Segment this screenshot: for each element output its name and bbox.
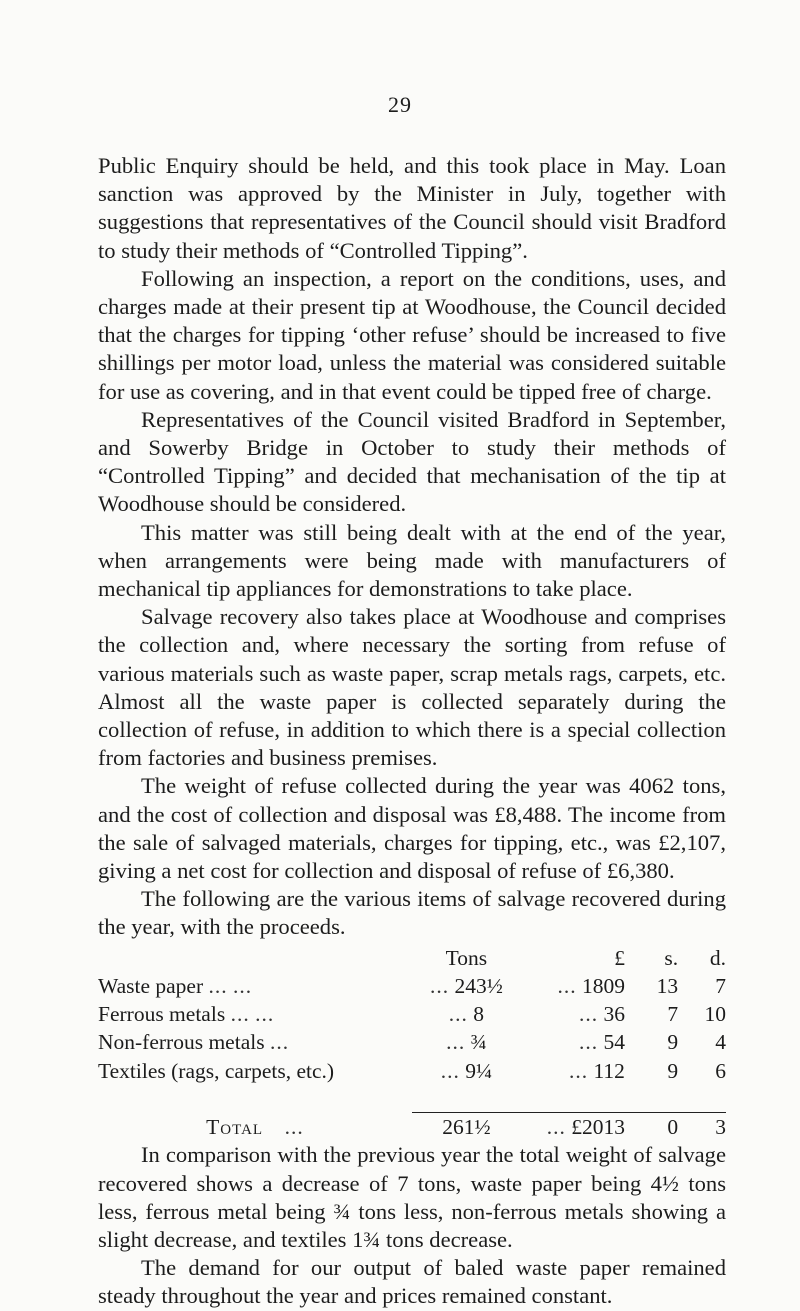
item-label: Waste paper — [98, 973, 204, 998]
dot-leader: ... — [546, 1115, 566, 1140]
money-total-rule — [678, 1085, 726, 1113]
paragraph: Public Enquiry should be held, and this took place in May. Loan sanction was approved by the Minister in July, together with suggestions that representatives of the Council should visit Bradford to study their methods of “Controlled Tipping”. — [98, 153, 726, 263]
body-text — [98, 152, 726, 1311]
header-shillings: s. — [664, 945, 679, 970]
paragraph: The demand for our output of baled waste paper remained steady throughout the year and prices remained constant. — [98, 1255, 726, 1309]
item-label: Ferrous metals — [98, 1002, 226, 1027]
total-tons: 261½ — [442, 1115, 491, 1140]
total-label: Total — [206, 1115, 264, 1140]
pounds-value: 54 — [603, 1030, 625, 1055]
paragraph: Representatives of the Council visited Bradford in September, and Sowerby Bridge in October to study their methods of “Controlled Tipping” and decided that mechanisation of the tip at Woodhouse should be considered. — [98, 406, 726, 517]
paragraph: The weight of refuse collected during the year was 4062 tons, and the cost of collection and disposal was £8,488. The income from the sale of salvaged materials, charges for tipping, etc., was £2,107, giving a net cost for collection and disposal of refuse of £6,380. — [98, 773, 726, 884]
dot-leader: ... — [448, 1002, 468, 1027]
money-total-rule — [521, 1085, 625, 1113]
pence-value: 10 — [704, 1002, 726, 1027]
item-label: Textiles (rags, carpets, etc.) — [98, 1058, 335, 1083]
table-row — [98, 972, 726, 1000]
dot-leader: ... — [284, 1115, 304, 1140]
total-row — [98, 1113, 726, 1142]
pence-value: 7 — [715, 973, 726, 998]
total-rule-row — [98, 1085, 726, 1113]
header-pounds: £ — [614, 945, 625, 970]
pounds-value: 36 — [603, 1002, 625, 1027]
shillings-value: 13 — [656, 973, 679, 998]
dot-leader: ... — [208, 973, 228, 998]
money-total-rule — [625, 1085, 678, 1113]
paragraph: Following an inspection, a report on the conditions, uses, and charges made at their present tip at Woodhouse, the Council decided that the charges for tipping ‘other refuse’ should be increased to five shillings per motor load, unless the material was considered suitable for use as covering, and in that event could be tipped free of charge. — [98, 265, 726, 404]
dot-leader: ... — [233, 973, 253, 998]
pence-value: 6 — [715, 1058, 726, 1083]
shillings-value: 7 — [667, 1002, 679, 1027]
total-shillings: 0 — [667, 1115, 679, 1140]
pence-value: 4 — [715, 1030, 726, 1055]
salvage-table — [98, 944, 726, 1142]
paragraph: The following are the various items of salvage recovered during the year, with the proceeds. — [98, 886, 726, 940]
dot-leader: ... — [446, 1030, 466, 1055]
salvage-table-wrap — [98, 944, 726, 1142]
tons-value: 243½ — [454, 973, 503, 998]
tons-total-rule — [412, 1085, 521, 1113]
dot-leader: ... — [230, 1002, 250, 1027]
header-pence: d. — [709, 945, 726, 970]
paragraph: Salvage recovery also takes place at Woodhouse and comprises the collection and, where necessary the sorting from refuse of various materials such as waste paper, scrap metals rags, carpets, etc. Almost all the waste paper is collected separately during the collection of refuse, in addition to which there is a special collection from factories and business premises. — [98, 604, 726, 771]
shillings-value: 9 — [667, 1058, 679, 1083]
tons-value: 8 — [473, 1002, 485, 1027]
table-row — [98, 1028, 726, 1056]
pounds-value: 112 — [593, 1058, 625, 1083]
dot-leader: ... — [255, 1002, 275, 1027]
tons-value: 9¼ — [465, 1058, 493, 1083]
total-pence: 3 — [715, 1115, 726, 1140]
dot-leader: ... — [578, 1030, 599, 1055]
paragraph: This matter was still being dealt with at the end of the year, when arrangements were being made with manufacturers of mechanical tip appliances for demonstrations to take place. — [98, 519, 726, 602]
table-row — [98, 1000, 726, 1028]
dot-leader: ... — [557, 973, 577, 998]
dot-leader: ... — [269, 1030, 290, 1055]
dot-leader: ... — [578, 1002, 599, 1027]
table-row — [98, 1057, 726, 1085]
table-header-row — [98, 944, 726, 972]
page-number: 29 — [388, 92, 412, 117]
tons-value: ¾ — [470, 1030, 487, 1055]
total-pounds: £2013 — [571, 1115, 625, 1140]
dot-leader: ... — [429, 973, 450, 998]
paragraph: In comparison with the previous year the total weight of salvage recovered shows a decrease of 7 tons, waste paper being 4½ tons less, ferrous metal being ¾ tons less, non-ferrous metals showing a slight decrease, and textiles 1¾ tons decrease. — [98, 1142, 726, 1253]
dot-leader: ... — [568, 1058, 589, 1083]
header-tons: Tons — [445, 945, 488, 970]
dot-leader: ... — [440, 1058, 460, 1083]
shillings-value: 9 — [667, 1030, 679, 1055]
pounds-value: 1809 — [581, 973, 625, 998]
item-label: Non-ferrous metals — [98, 1030, 265, 1055]
